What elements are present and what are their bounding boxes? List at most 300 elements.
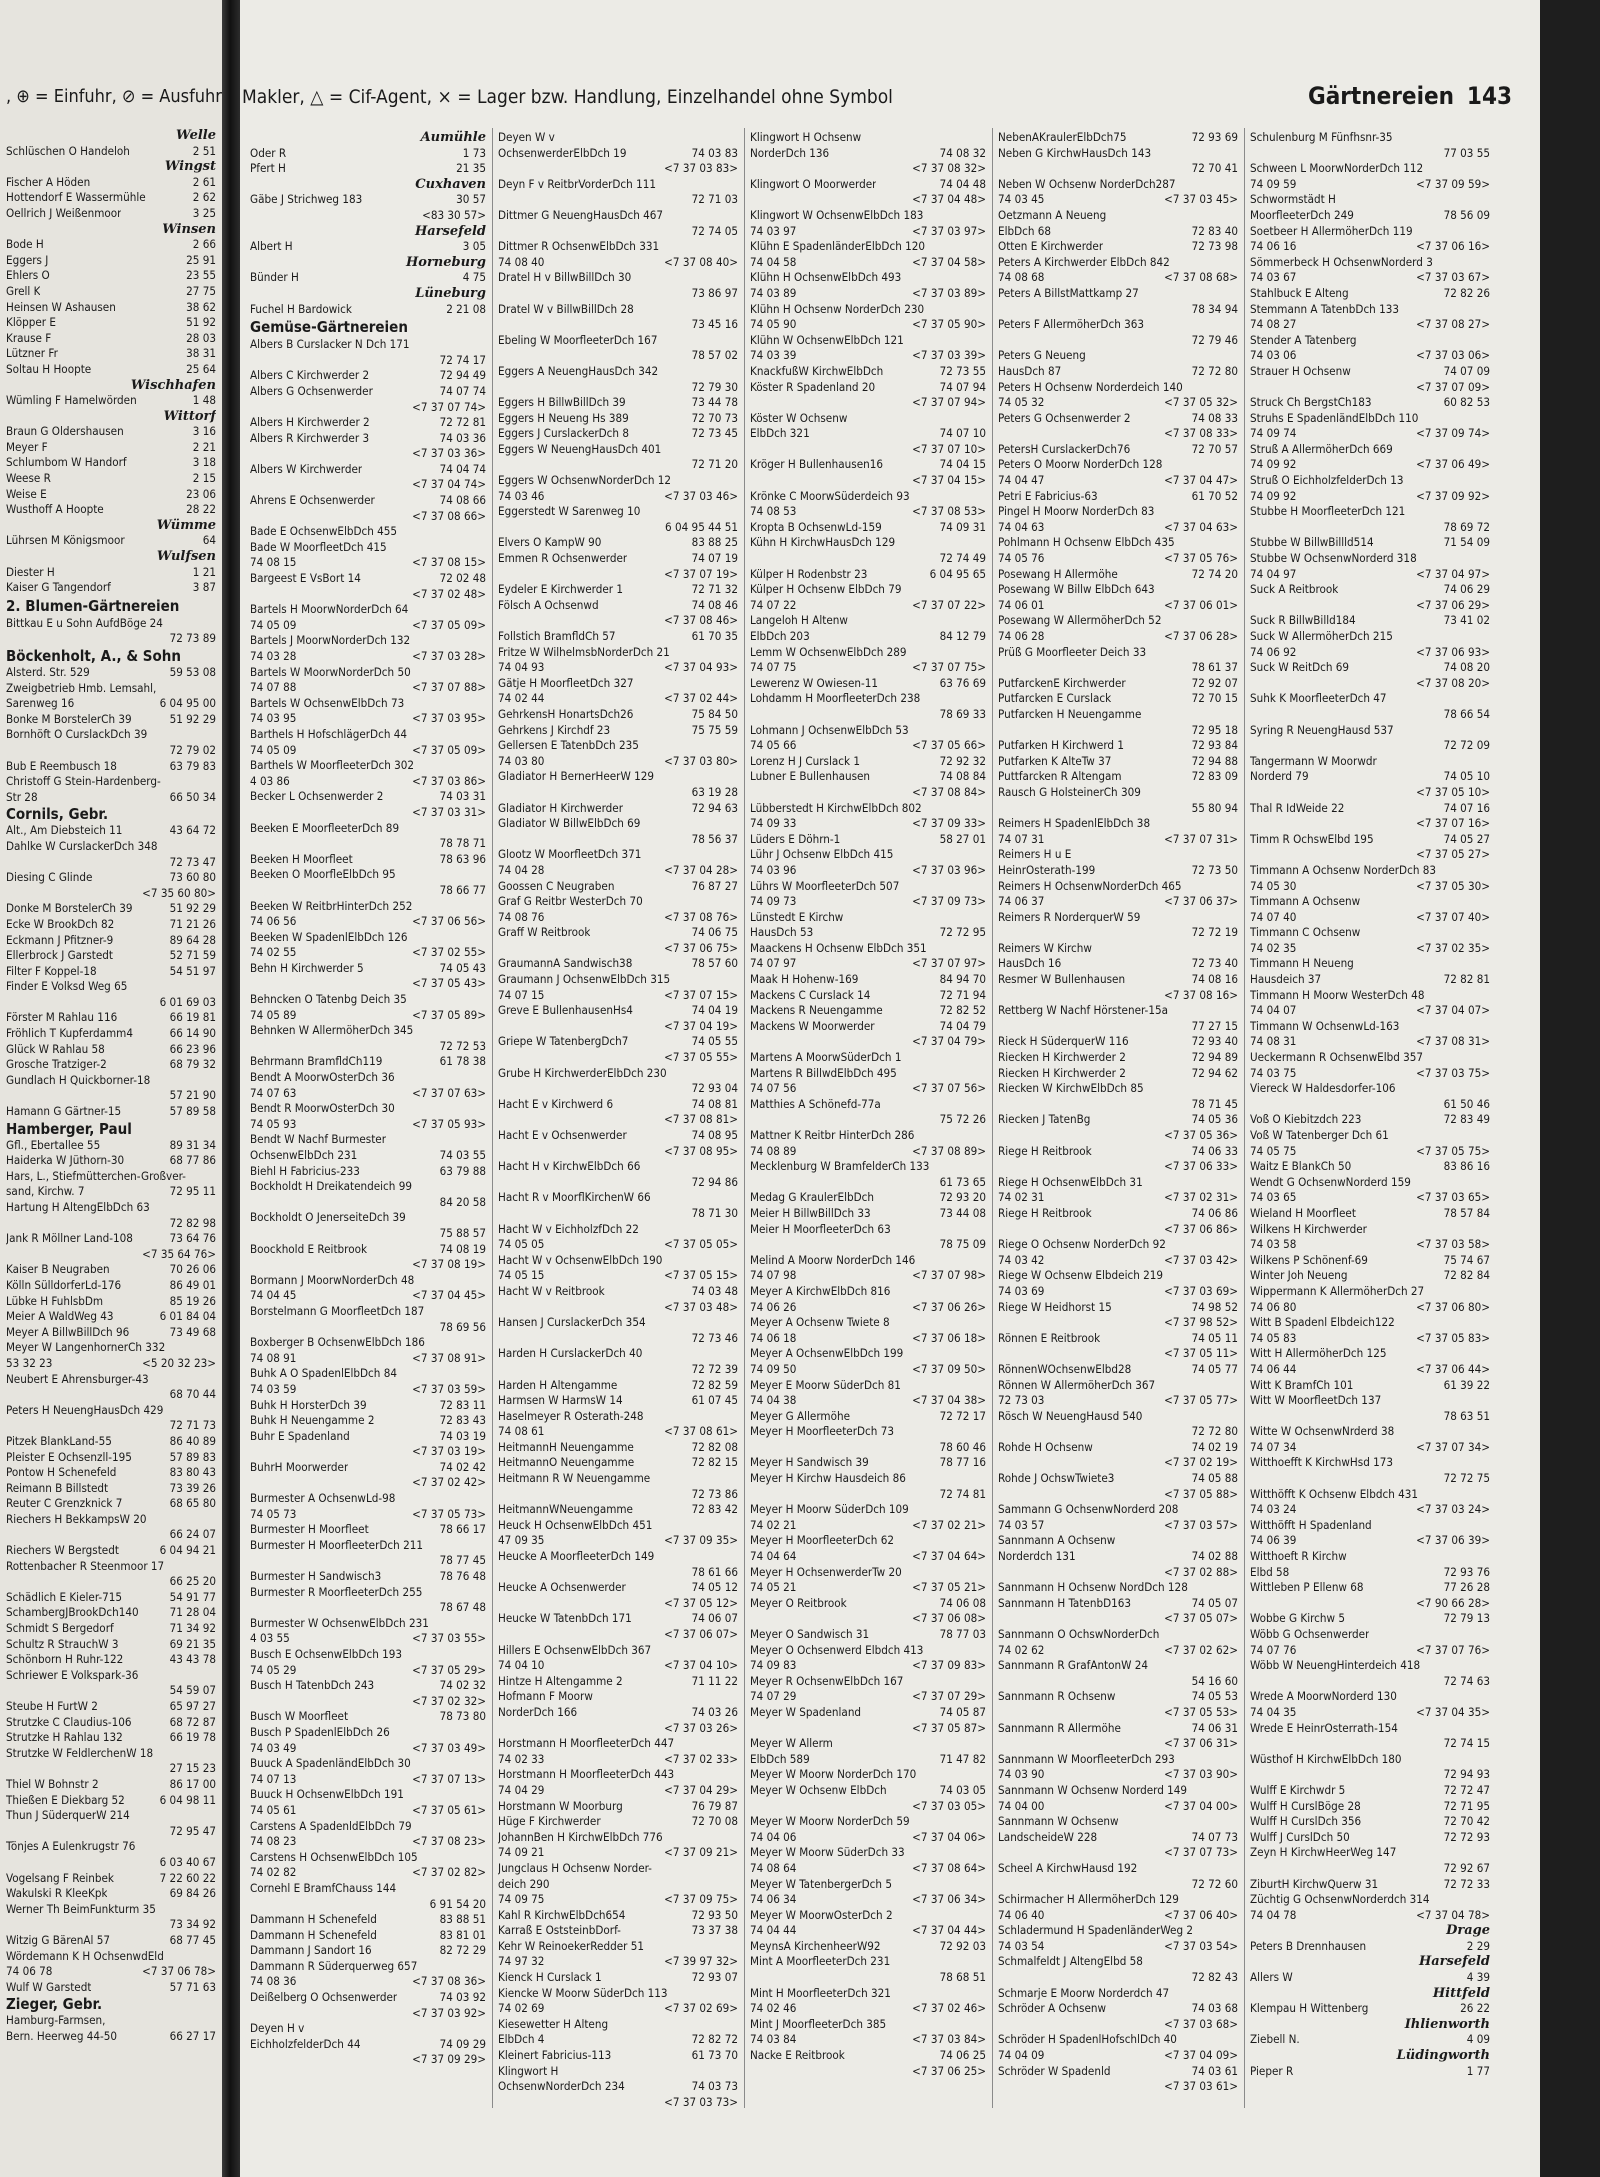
entry-phone: 59 53 08 (169, 665, 216, 679)
entry-name: Behn H Kirchwerder 5 (250, 960, 364, 975)
entry-name: Weese R (6, 471, 51, 486)
entry-name: Kröger H Bullenhausen16 (750, 457, 883, 472)
entry-name: Gladiator W BillwElbDch 69 (498, 816, 641, 831)
directory-entry (1250, 473, 1490, 489)
entry-phone: <7 37 04 29> (664, 1782, 738, 1797)
entry-phone: 74 07 16 (1443, 800, 1490, 815)
entry-name: Bünder H (250, 270, 299, 285)
directory-entry (6, 237, 216, 253)
entry-name: Kölln SülldorferLd-176 (6, 1277, 122, 1292)
entry-name: Maackens H Ochsenw ElbDch 351 (750, 940, 927, 955)
entry-phone: <7 37 06 49> (1416, 457, 1490, 472)
entry-phone: 76 79 87 (691, 1798, 738, 1813)
entry-name: 47 09 35 (498, 1533, 545, 1548)
column-divider (1244, 128, 1245, 2108)
entry-phone (982, 1674, 986, 1690)
directory-entry (6, 1917, 216, 1933)
directory-entry (750, 208, 986, 224)
entry-phone: <7 37 04 93> (664, 660, 738, 675)
directory-entry (250, 1865, 486, 1881)
entry-phone (734, 364, 738, 380)
entry-name: Pieper R (1250, 2063, 1294, 2078)
entry-phone: 69 21 35 (169, 1636, 216, 1651)
directory-entry (498, 239, 738, 255)
entry-phone: 77 26 28 (1443, 1580, 1490, 1595)
directory-entry (6, 1216, 216, 1232)
entry-phone: 72 72 95 (939, 925, 986, 940)
directory-entry (250, 1491, 486, 1507)
entry-phone (482, 1210, 486, 1226)
directory-entry (1250, 1970, 1490, 1986)
entry-phone: <7 37 03 86> (412, 773, 486, 788)
directory-entry (498, 1222, 738, 1238)
entry-phone (1486, 863, 1490, 879)
directory-entry (1250, 1627, 1490, 1643)
entry-phone (734, 1222, 738, 1238)
directory-entry (498, 535, 738, 551)
directory-entry (750, 2032, 986, 2048)
entry-phone: 68 70 44 (169, 1387, 216, 1402)
entry-phone: 74 06 75 (691, 925, 738, 940)
place-heading: Horneburg (405, 254, 486, 270)
directory-entry (498, 1175, 738, 1191)
directory-entry (1250, 1159, 1490, 1175)
entry-phone (734, 1830, 738, 1846)
entry-phone (212, 647, 216, 665)
entry-phone (212, 1073, 216, 1089)
entry-phone: <7 37 02 88> (1164, 1564, 1238, 1579)
entry-phone (482, 1335, 486, 1351)
entry-phone: 66 25 20 (169, 1574, 216, 1589)
entry-phone: 72 74 20 (1191, 566, 1238, 581)
entry-phone (1486, 442, 1490, 458)
entry-name: Hacht W v EichholzfDch 22 (498, 1221, 639, 1236)
directory-entry (250, 883, 486, 899)
entry-phone: <7 37 06 39> (1416, 1533, 1490, 1548)
entry-phone (212, 1340, 216, 1356)
entry-phone: 4 09 (1466, 2032, 1490, 2047)
entry-name: Meyer O Reitbrook (750, 1595, 847, 1610)
directory-entry (250, 680, 486, 696)
entry-phone (982, 1097, 986, 1113)
directory-entry (750, 645, 986, 661)
directory-entry (750, 1721, 986, 1737)
entry-phone: <7 37 03 31> (412, 804, 486, 819)
directory-entry (1250, 270, 1490, 286)
directory-entry (998, 348, 1238, 364)
entry-phone: <7 37 03 80> (664, 753, 738, 768)
directory-entry (498, 1580, 738, 1596)
entry-phone: <7 37 07 16> (1416, 816, 1490, 831)
entry-phone: <7 37 05 61> (412, 1802, 486, 1817)
entry-phone: <7 37 09 73> (912, 894, 986, 909)
entry-phone (734, 1253, 738, 1269)
directory-entry (750, 317, 986, 333)
directory-entry (1250, 582, 1490, 598)
entry-name: Sannmann W MoorfleeterDch 293 (998, 1751, 1175, 1766)
directory-entry (998, 1580, 1238, 1596)
entry-name: Wobbe G Kirchw 5 (1250, 1611, 1345, 1626)
entry-name: Posewang W Billw ElbDch 643 (998, 582, 1155, 597)
entry-phone (1234, 1923, 1238, 1939)
entry-name: 74 06 44 (1250, 1361, 1297, 1376)
entry-name: PetersH CurslackerDch76 (998, 441, 1131, 456)
directory-entry (6, 502, 216, 518)
entry-phone (734, 1877, 738, 1893)
entry-phone: <7 37 05 12> (664, 1595, 738, 1610)
entry-phone: 74 03 55 (439, 1148, 486, 1162)
entry-name: 74 03 45 (998, 192, 1045, 207)
entry-phone (482, 337, 486, 353)
directory-entry (1250, 1487, 1490, 1503)
entry-name: Wippermann K AllermöherDch 27 (1250, 1283, 1425, 1298)
entry-phone: <7 37 07 19> (664, 566, 738, 581)
directory-entry (250, 1475, 486, 1491)
entry-name: Eggers J (6, 252, 49, 267)
directory-entry (750, 1658, 986, 1674)
entry-name: 74 04 78 (1250, 1907, 1297, 1922)
entry-name: 74 03 59 (250, 1381, 297, 1396)
entry-phone (734, 1066, 738, 1082)
directory-entry (750, 333, 986, 349)
directory-entry (6, 1715, 216, 1731)
entry-phone: <7 37 06 08> (912, 1611, 986, 1626)
directory-entry (998, 1362, 1238, 1378)
entry-phone (212, 1808, 216, 1824)
directory-entry (750, 270, 986, 286)
directory-entry (498, 1315, 738, 1331)
directory-entry (498, 1954, 738, 1970)
entry-name: Bornhöft O CurslackDch 39 (6, 727, 148, 742)
entry-phone (982, 801, 986, 817)
entry-name: Rieck H SüderquerW 116 (998, 1034, 1129, 1049)
directory-entry (1250, 1580, 1490, 1596)
directory-entry (998, 2017, 1238, 2033)
entry-name: Winter Joh Neueng (1250, 1268, 1348, 1283)
directory-entry (1250, 1845, 1490, 1861)
directory-entry (6, 1184, 216, 1200)
entry-phone: 72 83 49 (1443, 1112, 1490, 1127)
directory-entry (750, 1300, 986, 1316)
entry-phone: 72 72 17 (939, 1408, 986, 1423)
entry-name: 74 03 28 (250, 649, 297, 663)
directory-entry (750, 1003, 986, 1019)
entry-phone: 74 08 81 (691, 1096, 738, 1111)
entry-phone (982, 1908, 986, 1924)
directory-entry (1250, 364, 1490, 380)
directory-entry (998, 645, 1238, 661)
directory-entry (750, 1378, 986, 1394)
entry-name: Barthels H HofschlägerDch 44 (250, 726, 408, 741)
entry-phone (982, 239, 986, 255)
entry-phone: 72 94 88 (1191, 753, 1238, 768)
directory-entry (1250, 208, 1490, 224)
directory-entry (498, 2048, 738, 2064)
entry-phone: <7 37 06 29> (1416, 597, 1490, 612)
entry-name: Allers W (1250, 1970, 1293, 1985)
directory-entry (998, 489, 1238, 505)
directory-entry (250, 1787, 486, 1803)
entry-phone: 74 03 68 (1191, 2001, 1238, 2016)
directory-entry (250, 1850, 486, 1866)
entry-phone: <7 37 09 35> (664, 1533, 738, 1548)
entry-name: 74 02 55 (250, 945, 297, 960)
entry-phone (734, 1471, 738, 1487)
entry-name: Matthies A Schönefd-77a (750, 1096, 881, 1111)
directory-entry (750, 598, 986, 614)
entry-phone: 28 03 (186, 330, 216, 345)
entry-phone (482, 1132, 486, 1148)
entry-name: Alsterd. Str. 529 (6, 665, 90, 679)
entry-phone (982, 691, 986, 707)
entry-phone: <7 37 08 84> (912, 784, 986, 799)
entry-phone: 6 91 54 20 (429, 1896, 486, 1911)
entry-phone: 2 15 (192, 471, 216, 486)
entry-name: Bendt A MoorwOsterDch 36 (250, 1070, 395, 1085)
entry-phone: 72 70 41 (1191, 161, 1238, 176)
directory-entry (998, 1752, 1238, 1768)
directory-entry (6, 964, 216, 980)
directory-entry (750, 676, 986, 692)
entry-name: Hacht E v Ochsenwerder (498, 1128, 627, 1142)
entry-phone: <7 37 07 88> (412, 680, 486, 695)
directory-entry (750, 255, 986, 271)
entry-name: Harmsen W HarmsW 14 (498, 1393, 623, 1408)
entry-name: Sannmann H TatenbD163 (998, 1595, 1132, 1610)
entry-name: Lützner Fr (6, 346, 58, 361)
entry-name: 74 03 90 (998, 1767, 1045, 1782)
entry-phone: 51 92 29 (169, 711, 216, 726)
entry-name: 74 04 07 (1250, 1003, 1297, 1018)
entry-name: Burmester W OchsenwElbDch 231 (250, 1615, 429, 1630)
entry-phone: <7 37 04 58> (912, 254, 986, 269)
entry-name: 74 04 64 (750, 1549, 797, 1564)
entry-phone (482, 727, 486, 743)
entry-phone: <7 37 07 10> (912, 441, 986, 456)
directory-entry (250, 758, 486, 774)
entry-phone (482, 696, 486, 712)
directory-entry (1250, 645, 1490, 661)
entry-phone: 66 50 34 (169, 789, 216, 804)
entry-name: Meyer F (6, 439, 48, 454)
entry-phone: 89 64 28 (169, 932, 216, 947)
directory-entry (498, 270, 738, 286)
entry-name: 74 07 75 (750, 660, 797, 675)
entry-name: Köster W Ochsenw (750, 410, 848, 425)
entry-phone: 72 82 84 (1443, 1268, 1490, 1283)
directory-entry (498, 473, 738, 489)
directory-entry (250, 1132, 486, 1148)
directory-entry (998, 426, 1238, 442)
directory-entry (498, 333, 738, 349)
entry-name: Wittleben P Ellenw 68 (1250, 1580, 1364, 1595)
entry-name: Hartung H AltengElbDch 63 (6, 1200, 150, 1214)
directory-entry (998, 1783, 1238, 1799)
directory-entry (1250, 1767, 1490, 1783)
entry-name: Bendt W Nachf Burmester (250, 1132, 387, 1147)
directory-entry (498, 286, 738, 302)
entry-phone: 74 07 19 (691, 551, 738, 566)
directory-entry (1250, 146, 1490, 162)
entry-name: Hamann G Gärtner-15 (6, 1104, 122, 1119)
entry-phone (1486, 691, 1490, 707)
directory-entry (750, 1954, 986, 1970)
directory-entry (998, 130, 1238, 146)
entry-name: Wümling F Hamelwörden (6, 393, 137, 408)
entry-phone: <7 37 04 38> (912, 1393, 986, 1408)
directory-entry (250, 1070, 486, 1086)
directory-entry (6, 1231, 216, 1247)
entry-name: Pohlmann H Ochsenw ElbDch 435 (998, 535, 1175, 550)
entry-name: Str 28 (6, 789, 38, 804)
entry-phone: <7 37 08 27> (1416, 317, 1490, 332)
entry-name: Eggers W NeuengHausDch 401 (498, 441, 662, 456)
directory-entry (6, 1309, 216, 1325)
entry-name: Schröder A Ochsenw (998, 2001, 1107, 2016)
entry-phone: 68 77 45 (169, 1932, 216, 1947)
entry-phone (212, 1668, 216, 1684)
directory-entry (998, 286, 1238, 302)
directory-entry (498, 1752, 738, 1768)
directory-entry (1250, 1378, 1490, 1394)
entry-phone: <7 37 07 31> (1164, 831, 1238, 846)
directory-entry (6, 190, 216, 206)
entry-phone: <7 37 05 73> (412, 1506, 486, 1521)
directory-entry (998, 691, 1238, 707)
entry-name: 74 05 21 (750, 1580, 797, 1595)
directory-entry (750, 691, 986, 707)
directory-entry (498, 613, 738, 629)
entry-name: Emmen R Ochsenwerder (498, 551, 628, 566)
directory-entry (250, 1897, 486, 1913)
entry-name: Hofmann F Moorw (498, 1689, 593, 1704)
entry-phone: 83 80 43 (169, 1465, 216, 1480)
entry-name: Finder E Volksd Weg 65 (6, 979, 128, 994)
entry-name: Burmester A OchsenwLd-98 (250, 1491, 396, 1506)
entry-name: Pitzek BlankLand-55 (6, 1433, 112, 1448)
directory-entry (6, 300, 216, 316)
directory-entry (1250, 1019, 1490, 1035)
entry-name: Wieland H Moorfleet (1250, 1205, 1356, 1220)
directory-entry (998, 520, 1238, 536)
entry-phone (734, 1986, 738, 2002)
directory-entry (750, 146, 986, 162)
section-heading: 2. Blumen-Gärtnereien (6, 596, 180, 615)
entry-name: Witthoeft R Kirchw (1250, 1549, 1347, 1564)
entry-phone: 66 24 07 (169, 1527, 216, 1542)
entry-phone: <7 37 05 53> (1164, 1704, 1238, 1719)
directory-entry (998, 1830, 1238, 1846)
directory-entry (250, 1351, 486, 1367)
entry-name: Lübke H FuhlsbDm (6, 1293, 104, 1308)
directory-entry (498, 2017, 738, 2033)
directory-entry (750, 1533, 986, 1549)
entry-name: Reimers R NorderquerW 59 (998, 909, 1141, 924)
directory-entry (6, 268, 216, 284)
directory-entry (6, 2029, 216, 2045)
entry-name: Dittmer G NeuengHausDch 467 (498, 207, 664, 222)
entry-phone: 72 73 47 (169, 854, 216, 869)
directory-entry (1250, 1752, 1490, 1768)
entry-phone (212, 1169, 216, 1185)
directory-entry (250, 1320, 486, 1336)
entry-name: Bade E OchsenwElbDch 455 (250, 524, 398, 539)
entry-phone: <7 37 05 27> (1416, 847, 1490, 862)
entry-phone: <7 37 04 63> (1164, 519, 1238, 534)
directory-entry (498, 1237, 738, 1253)
entry-name: Eggers W OchsenwNorderDch 12 (498, 473, 672, 488)
directory-entry (1250, 1814, 1490, 1830)
directory-entry (750, 1346, 986, 1362)
entry-phone: <7 37 08 16> (1164, 987, 1238, 1002)
entry-phone: 68 65 80 (169, 1496, 216, 1511)
directory-entry (6, 424, 216, 440)
entry-phone (482, 1787, 486, 1803)
directory-entry (6, 1138, 216, 1154)
entry-phone: 78 73 80 (439, 1709, 486, 1724)
entry-phone (982, 879, 986, 895)
entry-phone (734, 239, 738, 255)
entry-name: Busch E OchsenwElbDch 193 (250, 1647, 403, 1661)
entry-phone: 74 98 52 (1191, 1299, 1238, 1314)
directory-entry (1250, 925, 1490, 941)
scan-margin (1540, 0, 1600, 2177)
book-gutter (222, 0, 240, 2177)
entry-name: 74 03 95 (250, 711, 297, 726)
directory-entry (1250, 302, 1490, 318)
entry-phone: 72 72 81 (439, 415, 486, 430)
directory-entry (250, 1959, 486, 1975)
directory-entry (1250, 2001, 1490, 2017)
left-page-column (6, 128, 216, 2044)
entry-name: Meier A WaldWeg 43 (6, 1309, 114, 1324)
entry-phone (982, 645, 986, 661)
entry-phone: <7 37 09 83> (912, 1658, 986, 1673)
directory-entry (250, 524, 486, 540)
directory-entry (498, 879, 738, 895)
entry-name: MoorfleeterDch 249 (1250, 207, 1354, 222)
directory-entry (6, 1403, 216, 1419)
entry-name: Witt B Spadenl Elbdeich122 (1250, 1315, 1395, 1330)
entry-phone: 21 35 (456, 161, 486, 176)
entry-phone (212, 839, 216, 855)
directory-entry (250, 1507, 486, 1523)
entry-name: Buhk H HorsterDch 39 (250, 1397, 367, 1412)
entry-name: 74 05 76 (998, 551, 1045, 566)
entry-phone: <7 37 07 13> (412, 1771, 486, 1786)
directory-entry (998, 910, 1238, 926)
entry-phone: 74 07 10 (939, 426, 986, 441)
directory-entry (750, 457, 986, 473)
entry-name: Meyer W Moorw NorderDch 59 (750, 1814, 910, 1829)
entry-phone: <7 37 02 55> (412, 945, 486, 960)
entry-name: Kienck H Curslack 1 (498, 1970, 602, 1985)
entry-phone: 74 03 26 (691, 1704, 738, 1719)
entry-name: Timmann A Ochsenw NorderDch 83 (1250, 862, 1437, 877)
entry-phone: 72 71 73 (169, 1418, 216, 1433)
directory-entry (1250, 1455, 1490, 1471)
entry-name: Förster M Rahlau 116 (6, 1010, 118, 1025)
entry-name: Martens R BillwdElbDch 495 (750, 1065, 897, 1080)
entry-phone: 78 77 03 (939, 1627, 986, 1641)
entry-phone: 72 72 33 (1443, 1876, 1490, 1891)
entry-phone (482, 1304, 486, 1320)
directory-entry (750, 1565, 986, 1581)
entry-name: Buhr E Spadenland (250, 1428, 350, 1443)
directory-entry (998, 535, 1238, 551)
entry-name: 74 04 97 (1250, 566, 1297, 581)
entry-name: Bub E Reembusch 18 (6, 758, 117, 773)
